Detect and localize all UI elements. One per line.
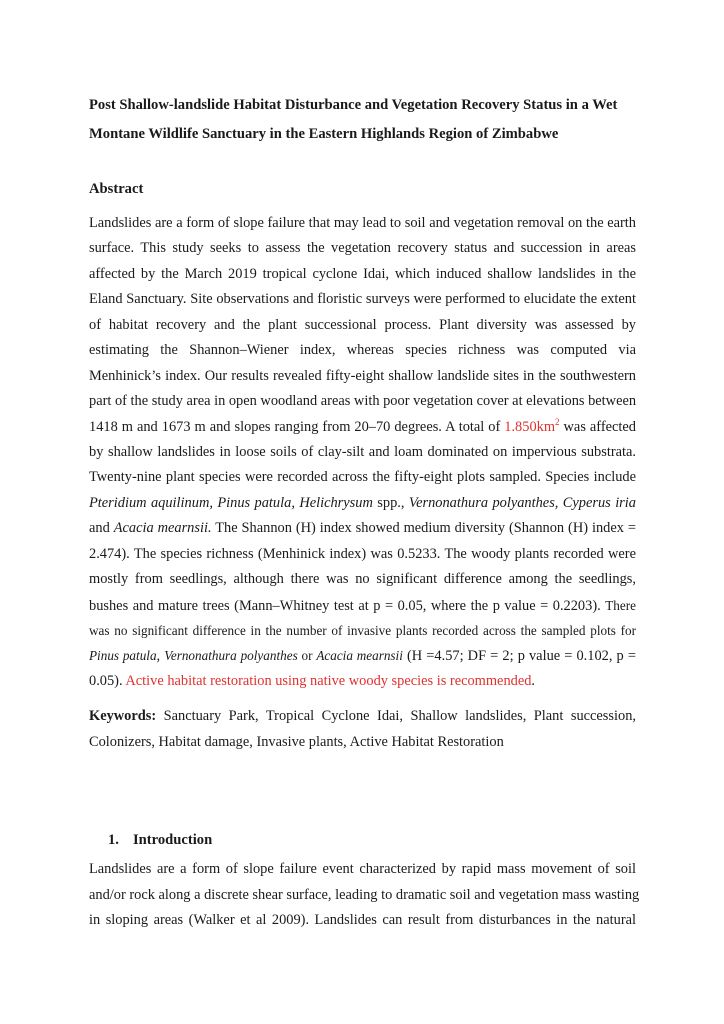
text-run: and: [89, 520, 114, 537]
species-names: Pteridium aquilinum, Pinus patula, Helichrysum: [89, 494, 373, 511]
abstract-line: of habitat recovery and the plant successional process. Plant diversity was assessed by: [89, 316, 636, 333]
introduction-body: [89, 857, 640, 934]
abstract-line: Twenty-nine plant species were recorded across the fifty-eight plots sampled. Species include: [89, 469, 636, 486]
section-number: 1.: [108, 832, 119, 848]
abstract-line: Eland Sanctuary. Site observations and floristic surveys were performed to elucidate the extent: [89, 291, 636, 308]
abstract-line: [89, 593, 636, 618]
species-names: Vernonathura polyanthes, Cyperus iria: [408, 494, 636, 511]
title-line-2: Montane Wildlife Sanctuary in the Eastern Highlands Region of Zimbabwe: [89, 126, 559, 142]
text-run: (H =4.57; DF = 2; p value = 0.102, p =: [402, 648, 636, 665]
abstract-line: by shallow landslides in loose soils of clay-silt and loam dominated on impervious substrata.: [89, 443, 636, 460]
keywords-line: Colonizers, Habitat damage, Invasive plants, Active Habitat Restoration: [89, 734, 504, 750]
abstract-line: [89, 516, 636, 541]
abstract-line: was no significant difference in the number of invasive plants recorded across the sampled plots for: [89, 623, 636, 638]
species-name: Pinus patula: [89, 648, 157, 664]
text-run: 0.05).: [89, 672, 126, 689]
abstract-line: [89, 415, 636, 440]
highlighted-area-value: 1.850km: [504, 418, 556, 435]
species-name: Vernonathura polyanthes: [164, 648, 298, 664]
keywords-list: Sanctuary Park, Tropical Cyclone Idai, Shallow landslides, Plant succession,: [156, 708, 636, 724]
intro-line: and/or rock along a discrete shear surface, leading to dramatic soil and vegetation mass wasting: [89, 886, 640, 903]
recommendation-highlight: Active habitat restoration using native woody species is recommended: [125, 672, 532, 689]
title-line-1: Post Shallow-landslide Habitat Disturbance and Vegetation Recovery Status in a Wet: [89, 97, 618, 113]
intro-line: Landslides are a form of slope failure event characterized by rapid mass movement of soil: [89, 861, 636, 877]
abstract-line: surface. This study seeks to assess the vegetation recovery status and succession in areas: [89, 240, 636, 257]
abstract-line: estimating the Shannon–Wiener index, whereas species richness was computed via: [89, 342, 636, 359]
abstract-line: [89, 491, 636, 516]
abstract-line: [89, 669, 636, 694]
text-run: ,: [156, 648, 165, 665]
abstract-line: Landslides are a form of slope failure that may lead to soil and vegetation removal on the earth: [89, 215, 636, 231]
abstract-line: Menhinick’s index. Our results revealed fifty-eight shallow landslide sites in the southwestern: [89, 367, 636, 384]
abstract-line: [89, 643, 636, 668]
abstract-line: part of the study area in open woodland areas with poor vegetation cover at elevations between: [89, 393, 637, 410]
keywords-line: [89, 703, 636, 729]
section-title: Introduction: [133, 832, 213, 848]
paper-title: [89, 91, 649, 149]
intro-line: in sloping areas (Walker et al 2009). Landslides can result from disturbances in the natural: [89, 912, 636, 928]
abstract-heading: Abstract: [89, 181, 144, 197]
abstract-line: mostly from seedlings, although there was no significant difference among the seedlings,: [89, 571, 636, 588]
abstract-line: affected by the March 2019 tropical cyclone Idai, which induced shallow landslides in the: [89, 265, 636, 282]
keywords-label: Keywords:: [89, 708, 157, 724]
text-run: 1418 m and 1673 m and slopes ranging from 20–70 degrees. A total of: [89, 418, 505, 435]
text-run: was affected: [559, 418, 636, 435]
text-run: or: [297, 648, 317, 664]
text-run: .: [531, 672, 536, 689]
text-run: spp.,: [372, 494, 409, 511]
text-run: bushes and mature trees (Mann–Whitney test at p = 0.05, where the p value = 0.2203).: [89, 597, 606, 614]
abstract-line: 2.474). The species richness (Menhinick index) was 0.5233. The woody plants recorded were: [89, 545, 636, 562]
species-name: Acacia mearnsii.: [113, 520, 212, 537]
abstract-body: [89, 211, 636, 694]
section-heading-introduction: [108, 832, 212, 849]
text-run: There: [605, 597, 636, 613]
text-run: The Shannon (H) index showed medium diversity (Shannon (H) index =: [211, 520, 636, 537]
keywords: [89, 703, 636, 755]
superscript: 2: [555, 416, 560, 427]
species-name: Acacia mearnsii: [316, 648, 403, 664]
